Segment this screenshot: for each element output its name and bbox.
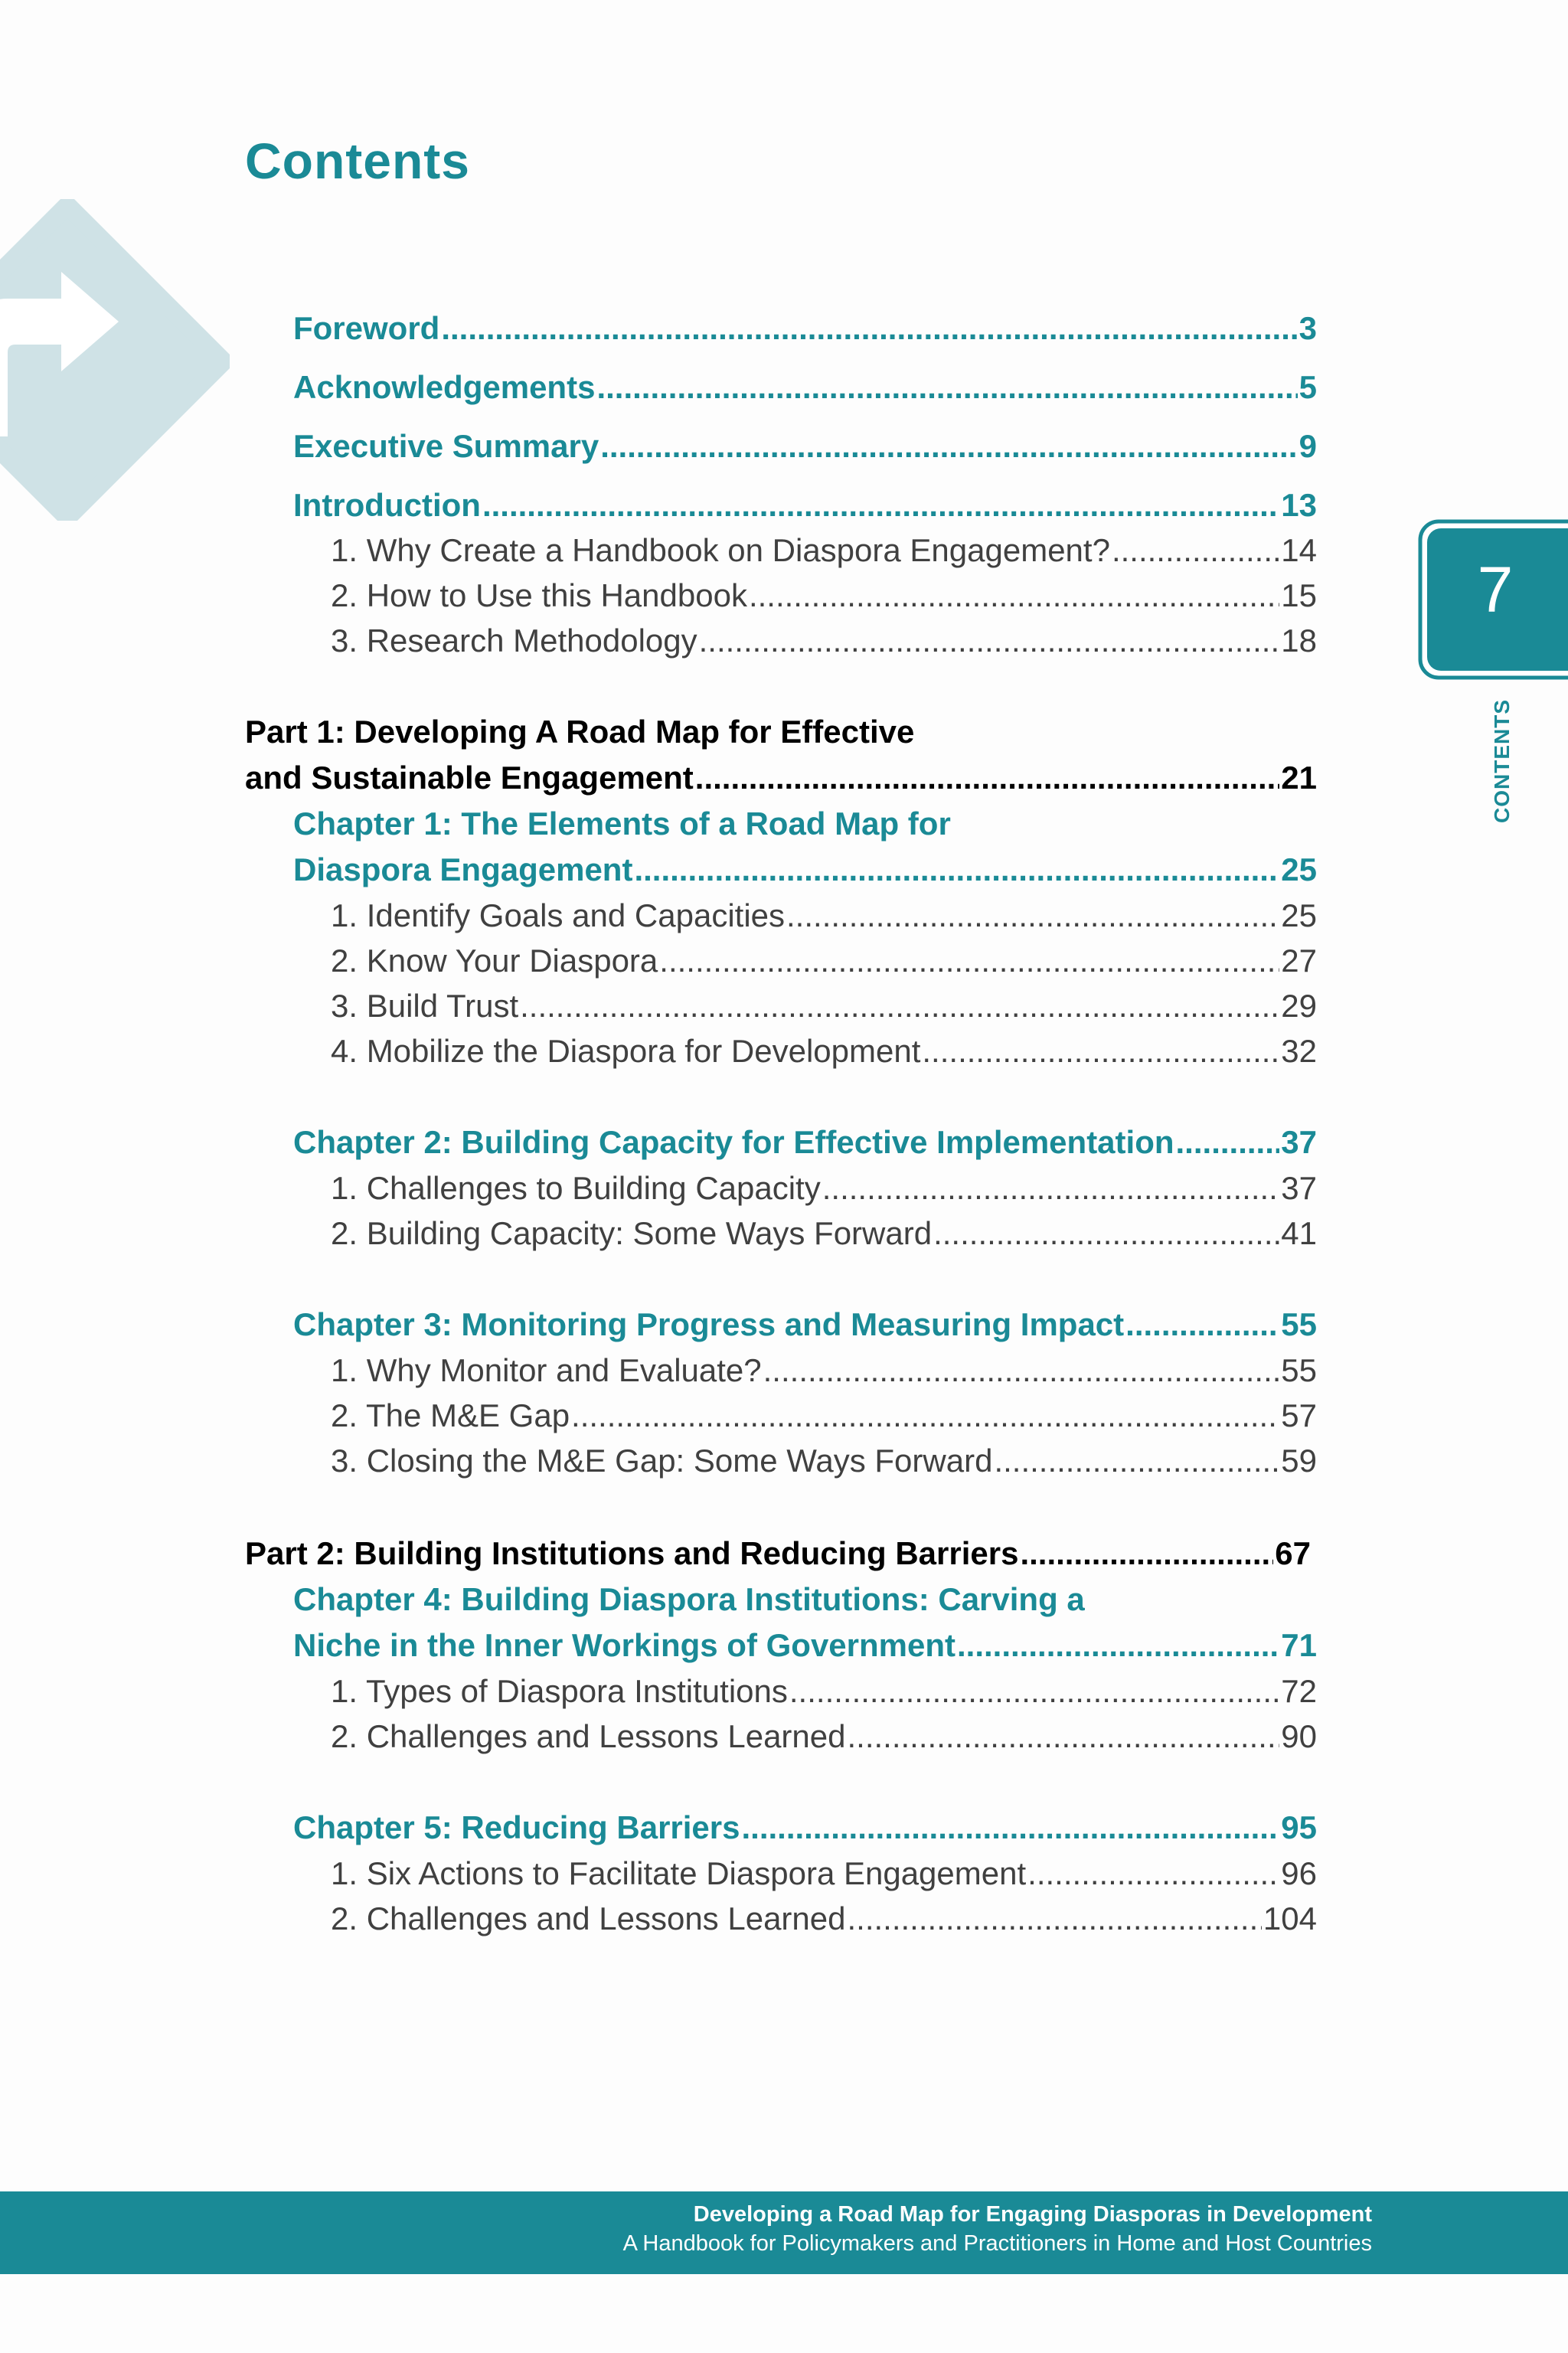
toc-subentry[interactable]: 2. Challenges and Lessons Learned ..... 90 (331, 1718, 1317, 1755)
toc-subentry[interactable]: 4. Mobilize the Diaspora for Development ..... 32 (331, 1033, 1317, 1070)
toc-subentry[interactable]: 1. Why Create a Handbook on Diaspora Engagement? ..... 14 (331, 532, 1317, 569)
toc-subentry[interactable]: 2. The M&E Gap ..... 57 (331, 1397, 1317, 1434)
toc-subentry[interactable]: 1. Six Actions to Facilitate Diaspora Engagement ..... 96 (331, 1855, 1317, 1892)
toc-chapter4-heading-line1: Chapter 4: Building Diaspora Institutions: Carving a (293, 1581, 1085, 1617)
toc-part1-heading-line1: Part 1: Developing A Road Map for Effective (245, 714, 915, 750)
toc-entry-chapter3[interactable]: Chapter 3: Monitoring Progress and Measuring Impact ..... 55 (293, 1306, 1317, 1343)
toc-entry-chapter2[interactable]: Chapter 2: Building Capacity for Effective Implementation ..... 37 (293, 1124, 1317, 1161)
toc-subentry[interactable]: 3. Build Trust ..... 29 (331, 988, 1317, 1025)
footer-title: Developing a Road Map for Engaging Diasporas in Development (693, 2202, 1372, 2227)
toc-subentry[interactable]: 3. Closing the M&E Gap: Some Ways Forward ..... 59 (331, 1443, 1317, 1479)
toc-chapter1-heading-line1: Chapter 1: The Elements of a Road Map for (293, 806, 951, 842)
toc-entry-chapter5[interactable]: Chapter 5: Reducing Barriers ..... 95 (293, 1809, 1317, 1846)
section-side-label: CONTENTS (1490, 699, 1514, 823)
toc-subentry[interactable]: 1. Challenges to Building Capacity ..... 37 (331, 1170, 1317, 1207)
toc-subentry[interactable]: 2. Know Your Diaspora ..... 27 (331, 943, 1317, 979)
page-number: 7 (1477, 554, 1514, 626)
toc-subentry[interactable]: 1. Why Monitor and Evaluate? ..... 55 (331, 1352, 1317, 1389)
toc-entry-foreword[interactable]: Foreword ..... 3 (293, 310, 1317, 347)
toc-subentry[interactable]: 2. Building Capacity: Some Ways Forward ..... 41 (331, 1215, 1317, 1252)
toc-subentry[interactable]: 2. How to Use this Handbook ..... 15 (331, 577, 1317, 614)
toc-subentry[interactable]: 3. Research Methodology ..... 18 (331, 623, 1317, 659)
toc-entry-part1[interactable]: and Sustainable Engagement ..... 21 (245, 760, 1317, 796)
toc-entry-chapter4[interactable]: Niche in the Inner Workings of Government ..... 71 (293, 1627, 1317, 1664)
toc-subentry[interactable]: 2. Challenges and Lessons Learned ..... 104 (331, 1900, 1317, 1937)
toc-subentry[interactable]: 1. Identify Goals and Capacities ..... 25 (331, 897, 1317, 934)
toc-entry-chapter1[interactable]: Diaspora Engagement ..... 25 (293, 851, 1317, 888)
toc-subentry[interactable]: 1. Types of Diaspora Institutions ..... 72 (331, 1673, 1317, 1710)
toc-entry-introduction[interactable]: Introduction ..... 13 (293, 487, 1317, 524)
footer-subtitle: A Handbook for Policymakers and Practitioners in Home and Host Countries (622, 2231, 1372, 2256)
toc-entry-executive-summary[interactable]: Executive Summary ..... 9 (293, 428, 1317, 465)
toc-entry-part2[interactable]: Part 2: Building Institutions and Reducing Barriers ..... 67 (245, 1535, 1311, 1572)
toc-entry-acknowledgements[interactable]: Acknowledgements ..... 5 (293, 369, 1317, 406)
page-title: Contents (245, 132, 470, 189)
